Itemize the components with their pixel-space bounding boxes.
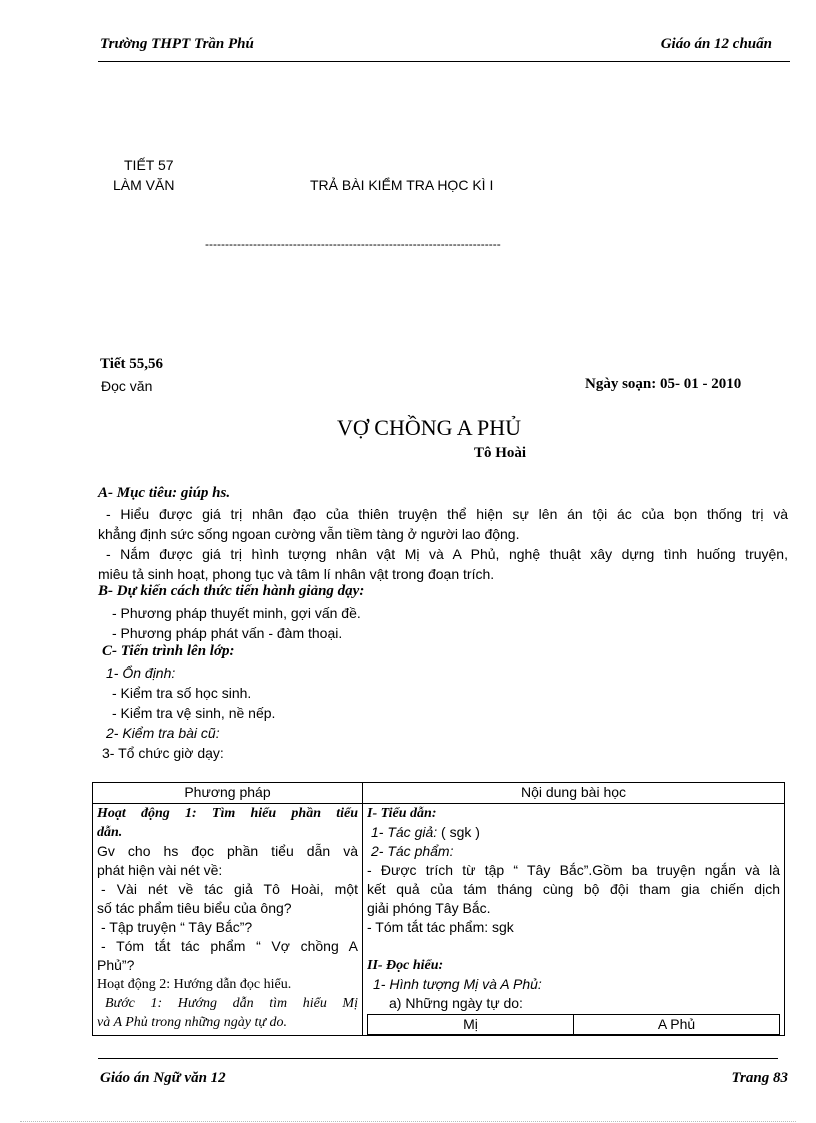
lesson57-dashes: -------------------------------------------------------------------------- xyxy=(205,237,501,251)
table-header-row xyxy=(93,783,785,804)
section-2-sub1a: a) Những ngày tự do: xyxy=(389,995,523,1011)
table-cell-method xyxy=(93,804,363,1036)
author-value: ( sgk ) xyxy=(437,824,480,840)
content-line: kết quả của tám tháng cùng bộ đội tham gia chiến dịch xyxy=(367,881,780,897)
section-a-heading: A- Mục tiêu: giúp hs. xyxy=(98,485,231,501)
work-label: 2- Tác phẩm: xyxy=(371,843,454,859)
content-line: - Được trích từ tập “ Tây Bắc”.Gồm ba truyện ngắn và là xyxy=(367,862,780,878)
activity1-heading: Hoạt động 1: Tìm hiểu phần tiểu xyxy=(97,806,358,821)
lesson-period: Tiết 55,56 xyxy=(100,356,164,372)
table-header-method: Phương pháp xyxy=(93,783,363,804)
section-c-step2: 2- Kiểm tra bài cũ: xyxy=(106,725,220,741)
method-line: phát hiện vài nét về: xyxy=(97,862,223,878)
section-a-p2-line1: - Nắm được giá trị hình tượng nhân vật Mị và A Phủ, nghệ thuật xây dựng tình huống truyện, xyxy=(106,546,788,562)
section-b-item: - Phương pháp thuyết minh, gợi vấn đề. xyxy=(112,605,361,621)
section-c-heading: C- Tiến trình lên lớp: xyxy=(102,643,235,659)
footer-rule xyxy=(98,1058,778,1059)
content-section-2: II- Đọc hiểu: xyxy=(367,958,444,973)
lesson-author: Tô Hoài xyxy=(474,445,527,461)
table-row xyxy=(93,804,785,1036)
section-c-step1-item: - Kiểm tra vệ sinh, nề nếp. xyxy=(112,705,276,721)
activity1-heading-cont: dẫn. xyxy=(97,825,123,840)
header-rule xyxy=(98,61,790,62)
blank-line xyxy=(367,937,780,956)
section-b-item: - Phương pháp phát vấn - đàm thoại. xyxy=(112,625,343,641)
section-a-p2-line2: miêu tả sinh hoạt, phong tục và tâm lí nhân vật trong đoạn trích. xyxy=(98,566,495,582)
step1-heading: Bước 1: Hướng dẫn tìm hiểu Mị xyxy=(105,996,358,1011)
activity2-heading: Hoạt động 2: Hướng dẫn đọc hiểu. xyxy=(97,977,292,992)
lesson57-title: TRẢ BÀI KIỂM TRA HỌC KÌ I xyxy=(310,177,494,193)
inner-table-header xyxy=(368,1015,780,1035)
method-line: - Tập truyện “ Tây Bắc”? xyxy=(101,919,253,935)
method-line: số tác phẩm tiêu biểu của ông? xyxy=(97,900,292,916)
lesson-table xyxy=(92,782,785,1036)
section-a-p1-line2: khẳng định sức sống ngoan cường vẫn tiềm tàng ở người lao động. xyxy=(98,526,520,542)
step1-heading-cont: và A Phủ trong những ngày tự do. xyxy=(97,1015,288,1030)
footer-page: Trang 83 xyxy=(731,1070,788,1086)
inner-col-aphu: A Phủ xyxy=(574,1015,780,1035)
inner-col-mi: Mị xyxy=(368,1015,574,1035)
header-doc-title: Giáo án 12 chuẩn xyxy=(660,36,772,52)
section-c-step1-item: - Kiểm tra số học sinh. xyxy=(112,685,252,701)
lesson57-period: TIẾT 57 xyxy=(124,157,174,173)
lesson-title: VỢ CHỒNG A PHỦ xyxy=(337,415,521,440)
table-cell-content xyxy=(363,804,785,1036)
section-b-heading: B- Dự kiến cách thức tiến hành giảng dạy: xyxy=(98,583,365,599)
method-line: - Tóm tắt tác phẩm “ Vợ chồng A xyxy=(101,938,358,954)
header-school: Trường THPT Trần Phú xyxy=(100,36,254,52)
lesson-subject: Đọc văn xyxy=(101,378,153,394)
lesson57-subject: LÀM VĂN xyxy=(113,177,175,193)
method-line: Phủ”? xyxy=(97,957,135,973)
section-c-step3: 3- Tổ chức giờ dạy: xyxy=(102,745,224,761)
inner-table xyxy=(367,1014,780,1035)
content-line: giải phóng Tây Bắc. xyxy=(367,900,491,916)
section-a-p1-line1: - Hiểu được giá trị nhân đạo của thiên truyện thể hiện sự lên án tội ác của bọn thống trị và xyxy=(106,506,788,522)
page-bottom-edge xyxy=(20,1121,796,1122)
section-2-sub1: 1- Hình tượng Mị và A Phủ: xyxy=(373,976,542,992)
method-line: Gv cho hs đọc phần tiểu dẫn và xyxy=(97,843,358,859)
content-section-1: I- Tiểu dẫn: xyxy=(367,806,437,821)
author-label: 1- Tác giả: xyxy=(371,824,438,840)
method-line: - Vài nét về tác giả Tô Hoài, một xyxy=(101,881,358,897)
table-header-content: Nội dung bài học xyxy=(363,783,785,804)
content-line: - Tóm tắt tác phẩm: sgk xyxy=(367,919,514,935)
footer-left: Giáo án Ngữ văn 12 xyxy=(100,1070,226,1086)
lesson-date: Ngày soạn: 05- 01 - 2010 xyxy=(585,376,742,392)
section-c-step1: 1- Ổn định: xyxy=(106,665,176,681)
